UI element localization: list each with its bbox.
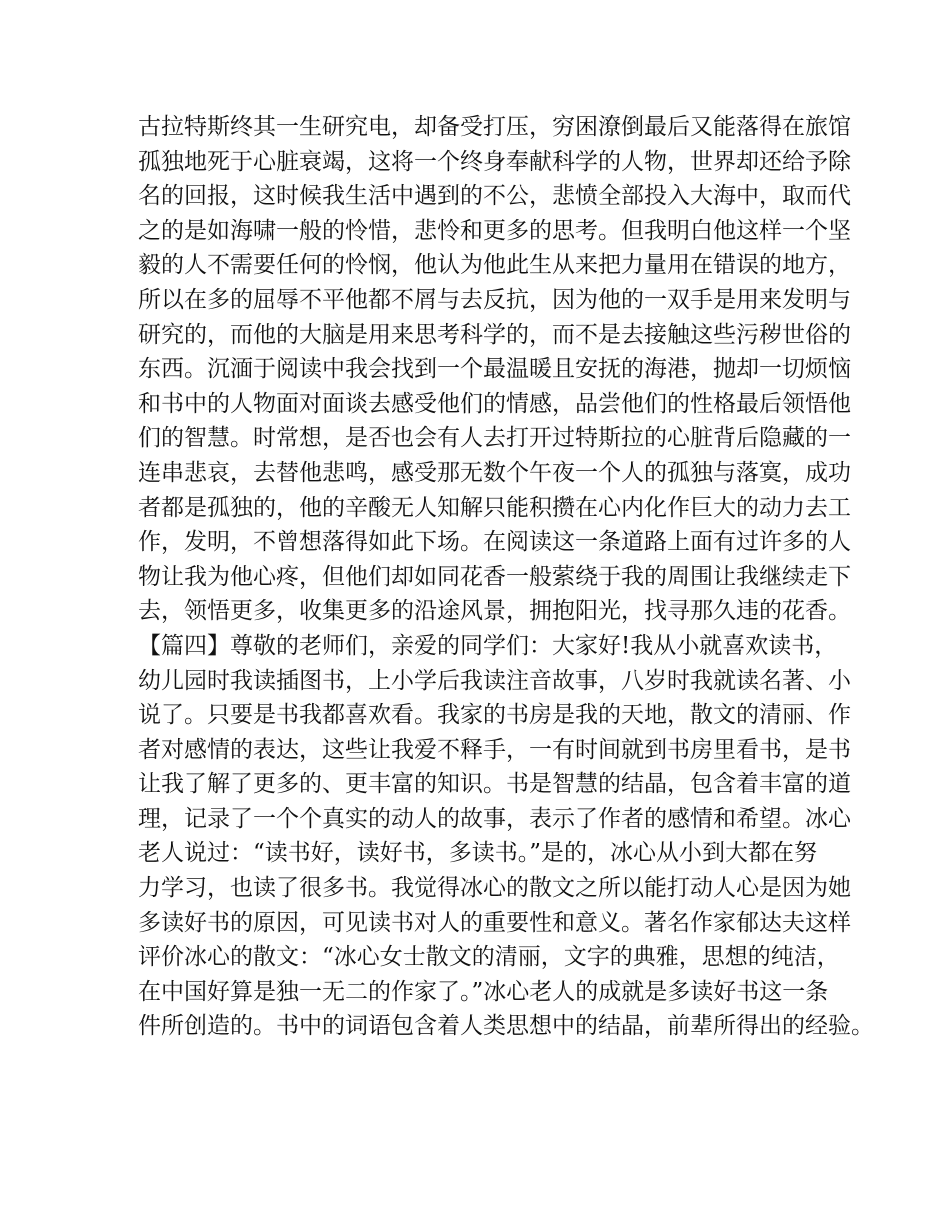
text-line: 孤独地死于心脏衰竭，这将一个终身奉献科学的人物，世界却还给予除 <box>138 148 851 175</box>
text-line: 毅的人不需要任何的怜悯，他认为他此生从来把力量用在错误的地方， <box>138 252 851 279</box>
text-line: 物让我为他心疼，但他们却如同花香一般萦绕于我的周围让我继续走下 <box>138 563 851 590</box>
text-line: 古拉特斯终其一生研究电，却备受打压，穷困潦倒最后又能落得在旅馆 <box>138 114 851 140</box>
text-line: 所以在多的屈辱不平他都不屑与去反抗，因为他的一双手是用来发明与 <box>138 286 851 313</box>
text-line: 力学习，也读了很多书。我觉得冰心的散文之所以能打动人心是因为她 <box>138 875 851 902</box>
body-text <box>138 110 874 1044</box>
text-line: 东西。沉湎于阅读中我会找到一个最温暖且安抚的海港，抛却一切烦恼 <box>138 356 851 383</box>
text-line: 们的智慧。时常想，是否也会有人去打开过特斯拉的心脏背后隐藏的一 <box>138 425 851 452</box>
text-line: 在中国好算是独一无二的作家了。”冰心老人的成就是多读好书这一条 <box>138 978 829 1005</box>
text-line: 者对感情的表达，这些让我爱不释手，一有时间就到书房里看书，是书 <box>138 736 851 763</box>
text-line: 评价冰心的散文：“冰心女士散文的清丽，文字的典雅，思想的纯洁， <box>138 944 840 971</box>
text-line: 名的回报，这时候我生活中遇到的不公，悲愤全部投入大海中，取而代 <box>138 183 851 210</box>
text-line: 幼儿园时我读插图书，上小学后我读注音故事，八岁时我就读名著、小 <box>138 667 851 694</box>
text-line: 研究的，而他的大脑是用来思考科学的，而不是去接触这些污秽世俗的 <box>138 321 851 348</box>
text-line: 老人说过：“读书好，读好书，多读书。”是的，冰心从小到大都在努 <box>138 840 818 867</box>
text-line: 件所创造的。书中的词语包含着人类思想中的结晶，前辈所得出的经验。 <box>138 1013 874 1040</box>
text-line: 让我了解了更多的、更丰富的知识。书是智慧的结晶，包含着丰富的道 <box>138 771 851 798</box>
text-line: 去，领悟更多，收集更多的沿途风景，拥抱阳光，找寻那久违的花香。 <box>138 598 851 625</box>
text-line: 连串悲哀，去替他悲鸣，感受那无数个午夜一个人的孤独与落寞，成功 <box>138 459 851 486</box>
text-line: 作，发明，不曾想落得如此下场。在阅读这一条道路上面有过许多的人 <box>138 529 851 556</box>
text-line: 之的是如海啸一般的怜惜，悲怜和更多的思考。但我明白他这样一个坚 <box>138 217 851 244</box>
text-line: 者都是孤独的，他的辛酸无人知解只能积攒在心内化作巨大的动力去工 <box>138 494 851 521</box>
text-line: 说了。只要是书我都喜欢看。我家的书房是我的天地，散文的清丽、作 <box>138 702 851 729</box>
text-line: 和书中的人物面对面谈去感受他们的情感，品尝他们的性格最后领悟他 <box>138 390 851 417</box>
text-line: 【篇四】尊敬的老师们，亲爱的同学们：大家好!我从小就喜欢读书， <box>138 632 838 659</box>
text-line: 多读好书的原因，可见读书对人的重要性和意义。著名作家郁达夫这样 <box>138 909 851 936</box>
text-line: 理，记录了一个个真实的动人的故事，表示了作者的感情和希望。冰心 <box>138 805 851 832</box>
